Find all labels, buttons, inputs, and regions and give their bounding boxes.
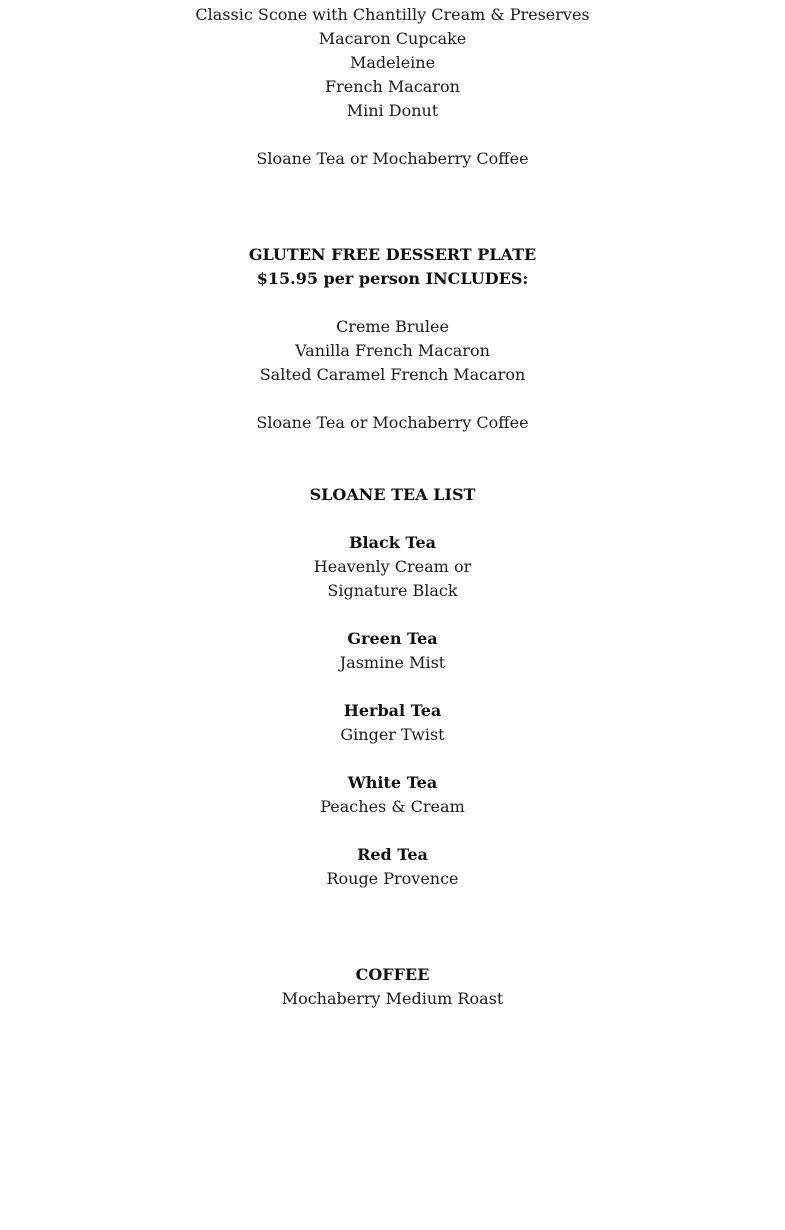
section-price: $15.95 per person INCLUDES: — [256, 269, 529, 288]
section-title: COFFEE — [355, 965, 430, 984]
tea-name: Signature Black — [327, 581, 458, 600]
menu-item: Mini Donut — [346, 101, 439, 120]
menu-item: Creme Brulee — [336, 317, 449, 336]
menu-item: Classic Scone with Chantilly Cream & Preserves — [195, 5, 590, 24]
section-title: GLUTEN FREE DESSERT PLATE — [248, 245, 537, 264]
menu-item: Vanilla French Macaron — [295, 341, 490, 360]
tea-category-red: Red Tea — [357, 845, 428, 864]
coffee-section — [0, 963, 785, 1011]
tea-list-section — [0, 483, 785, 891]
tea-name: Rouge Provence — [326, 869, 459, 888]
tea-category-white: White Tea — [347, 773, 438, 792]
menu-item: French Macaron — [325, 77, 460, 96]
tea-name: Peaches & Cream — [320, 797, 465, 816]
tea-name: Ginger Twist — [340, 725, 445, 744]
tea-category-green: Green Tea — [347, 629, 438, 648]
menu-document — [0, 3, 785, 1011]
dessert-plate-section — [0, 3, 785, 171]
beverage-choice: Sloane Tea or Mochaberry Coffee — [256, 413, 529, 432]
tea-category-black: Black Tea — [349, 533, 436, 552]
tea-name: Jasmine Mist — [339, 653, 446, 672]
section-title: SLOANE TEA LIST — [309, 485, 476, 504]
menu-item: Madeleine — [349, 53, 436, 72]
gluten-free-section — [0, 243, 785, 435]
menu-item: Salted Caramel French Macaron — [259, 365, 526, 384]
menu-item: Macaron Cupcake — [318, 29, 467, 48]
beverage-choice: Sloane Tea or Mochaberry Coffee — [256, 149, 529, 168]
tea-name: Heavenly Cream or — [313, 557, 472, 576]
tea-category-herbal: Herbal Tea — [343, 701, 442, 720]
coffee-name: Mochaberry Medium Roast — [281, 989, 504, 1008]
